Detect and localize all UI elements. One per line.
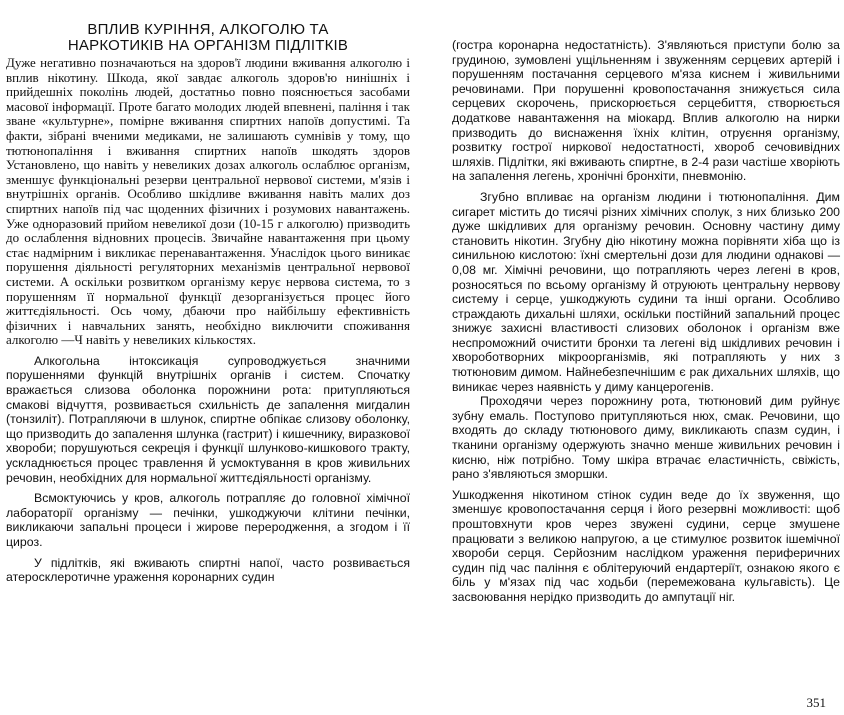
paragraph-alcohol-intoxication: Алкогольна інтоксикація супроводжується значними порушеннями функцій внутрішніх органів і систем. Спочатку вражається слизова оболонка порожнини рота: притупляються смакові відчуття, розвивається схильність де запалення мигдалин (тонзиліт). Потрапляючи в шлунок, спиртне обпікає слизову оболонку, що призводить до запалення шлунка (гастрит) і кишечнику, виразкової хвороби; порушуються секреція і функції шлунково-кишкового тракту, ускладнюється процес травлення й усмоктування в кров живильних речовин, необхідних для нормальної життєдіяльності організму. <box>6 353 410 485</box>
paragraph-atherosclerosis: У підлітків, які вживають спиртні напої, часто розвивається атеросклеротичне ураження коронарних судин <box>6 555 410 585</box>
paragraph-mouth-skin: Проходячи через порожнину рота, тютюновий дим руйнує зубну емаль. Поступово притупляються нюх, смак. Речовини, що входять до складу тютюнового диму, викликають спазм судин, і тканини організму одержують значно менше живильних речовин і кисню, ніж потрібно. Тому шкіра втрачає еластичність, свіжість, рано з'являються зморшки. <box>452 394 840 482</box>
title-line-2: НАРКОТИКІВ НА ОРГАНІЗМ ПІДЛІТКІВ <box>67 37 349 54</box>
right-column <box>452 0 840 605</box>
title-line-1: ВПЛИВ КУРІННЯ, АЛКОГОЛЮ ТА <box>87 21 329 38</box>
paragraph-liver: Всмоктуючись у кров, алкоголь потрапляє до головної хімічної лабораторії організму — печінки, ушкоджуючи клітини печінки, викликаючи запальні процеси і жирове переродження, а згодом і її цироз. <box>6 491 410 549</box>
paragraph-alcohol-intro: Дуже негативно позначаються на здоров'ї людини вживання алкоголю і вплив нікотину. Шкода, якої завдає алкоголь здоров'ю нинішніх і прийдешніх поколінь людей, достатньо повно пояснюється засобами масової інформації. Проте багато молодих людей впевнені, паління і так зване «культурне», помірне вживання спиртних напоїв допустимі. Та факти, зібрані вченими медиками, не залишають сумнівів у тому, що тютюнопаління і вживання спиртних напоїв шкодять здоров Установлено, що навіть у невеликих дозах алкоголь ослаблює організм, зменшує функціональні резерви центральної нервової системи, м'язів і внутрішніх органів. Особливо шкідливе вживання навіть малих доз спиртних напоїв під час щоденних фізичних і розумових навантажень. Уже одноразовий прийом невеликої дози (10-15 г алкоголю) призводить до ослаблення відновних процесів. Звичайне навантаження при цьому стає надмірним і викликає перенавантаження. Унаслідок цього виникає порушення діяльності регуляторних механізмів центральної нервової системи. А оскільки розвитком організму керує нервова система, то з порушенням її нормальної функції дезорганізується процес його життєдіяльності. Ось чому, дбаючи про найбільшу ефективність фізичних і навчальних занять, необхідно виключити споживання алкоголю —Ч навіть у невеликих кількостях. <box>6 55 410 348</box>
left-column <box>6 0 410 585</box>
paragraph-vessels: Ушкодження нікотином стінок судин веде до їх звуження, що зменшує кровопостачання серця і його резервні можливості: щоб проштовхнути кров через звужені судини, серце змушене працювати з великою напругою, а це стимулює розвиток ішемічної хвороби серця. Серйозним наслідком ураження периферичних судин під час паління є облітеруючий ендартеріїт, ознакою якого є біль у м'язах під час ходьби (перемежована кульгавість). Це засвоювання нерідко призводить до ампутації ніг. <box>452 487 840 604</box>
paragraph-smoking: Згубно впливає на організм людини і тютюнопаління. Дим сигарет містить до тисячі різних хімічних сполук, з них близько 200 дуже шкідливих для організму речовин. Основну частину диму становить нікотин. Згубну дію нікотину можна порівняти хіба що із синильною кислотою: їхні смертельні дози для людини однакові — 0,08 мг. Хімічні речовини, що потрапляють через легені в кров, розносяться по всьому організму й отруюють центральну нервову систему і серце, ушкоджують судини та інші органи. Особливо страждають дихальні шляхи, оскільки постійний запальний процес знижує захисні властивості слизових оболонок і організм вже неспроможний очистити бронхи та легені від шкідливих речовин і хвороботворних мікроорганізмів, які потрапляють у них з тютюновим димом. Найнебезпечнішим є рак дихальних шляхів, що виникає через наявність у диму канцерогенів. <box>452 189 840 394</box>
page-title <box>6 22 410 54</box>
paragraph-heart-kidneys: (гостра коронарна недостатність). З'являються приступи болю за грудиною, зумовлені ущільненням і звуженням серцевих артерій і порушенням постачання серцевого м'яза киснем і живильними речовинами. При порушенні кровопостачання знижується сила серцевих скорочень, прискорюється серцебиття, створюється додаткове навантаження на міокард. Вплив алкоголю на нирки призводить до виснаження їхніх клітин, отруєння організму, розвитку гострої ниркової недостатності, хвороб сечовивідних шляхів. Підлітки, які вживають спиртне, в 2-4 рази частіше хворіють на запалення легень, хронічні бронхіти, пневмонію. <box>452 38 840 184</box>
page-number: 351 <box>806 695 826 710</box>
